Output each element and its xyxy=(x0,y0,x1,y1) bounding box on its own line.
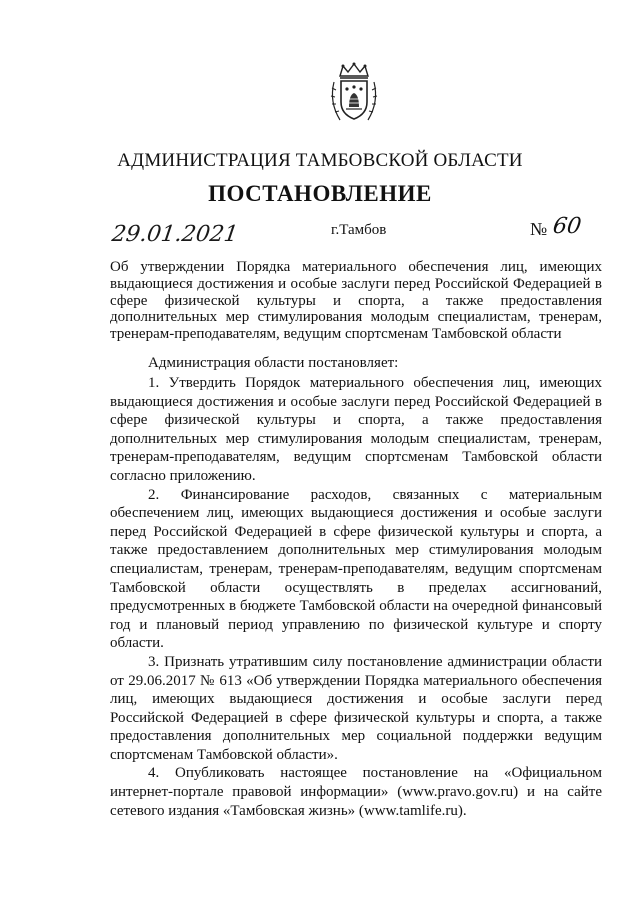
paragraph-4: 4. Опубликовать настоящее постановление на «Официальном интернет-портале правовой информации» (www.pravo.gov.ru) и на сайте сетевого издания «Тамбовская жизнь» (www.tamlife.ru). xyxy=(110,765,602,819)
document-city: г.Тамбов xyxy=(331,222,387,238)
paragraph-1: 1. Утвердить Порядок материального обеспечения лиц, имеющих выдающиеся достижения и особые заслуги перед Российской Федерацией в сфере физической культуры и спорта, а также предоставления дополнительных мер стимулирования молодым специалистам, тренерам, тренерам-преподавателям, ведущим спортсменам Тамбовской области согласно приложению. xyxy=(110,375,602,484)
preamble: Администрация области постановляет: xyxy=(148,355,399,371)
tambov-coat-of-arms-icon xyxy=(328,62,380,126)
number-label: № xyxy=(530,219,548,239)
document-type: ПОСТАНОВЛЕНИЕ xyxy=(208,181,432,206)
document-number: 60 xyxy=(551,214,583,239)
organization-name: АДМИНИСТРАЦИЯ ТАМБОВСКОЙ ОБЛАСТИ xyxy=(117,150,523,171)
paragraph-2: 2. Финансирование расходов, связанных с материальным обеспечением лиц, имеющих выдающиеся достижения и особые заслуги перед Российской Федерацией в сфере физической культуры и спорта, а также предоставлением дополнительных мер стимулирования молодым специалистам, тренерам, тренерам-преподавателям, ведущим спортсменам Тамбовской области осуществлять в пределах ассигнований, предусмотренных в бюджете Тамбовской области на очередной финансовый год и плановый период управлению по физической культуре и спорту области. xyxy=(110,486,602,652)
document-date: 29.01.2021 xyxy=(110,222,240,247)
document-body xyxy=(110,374,602,820)
paragraph-3: 3. Признать утратившим силу постановление администрации области от 29.06.2017 № 613 «Об утверждении Порядка материального обеспечения лиц, имеющих выдающиеся достижения и особые заслуги перед Российской Федерацией в сфере физической культуры и спорта, а также предоставления дополнительных мер социальной поддержки ведущим спортсменам Тамбовской области». xyxy=(110,653,602,763)
document-title: Об утверждении Порядка материального обеспечения лиц, имеющих выдающиеся достижения и особые заслуги перед Российской Федерацией в сфере физической культуры и спорта, а также предоставления дополнительных мер стимулирования молодым специалистам, тренерам, тренерам-преподавателям, ведущим спортсменам Тамбовской области xyxy=(110,259,602,343)
